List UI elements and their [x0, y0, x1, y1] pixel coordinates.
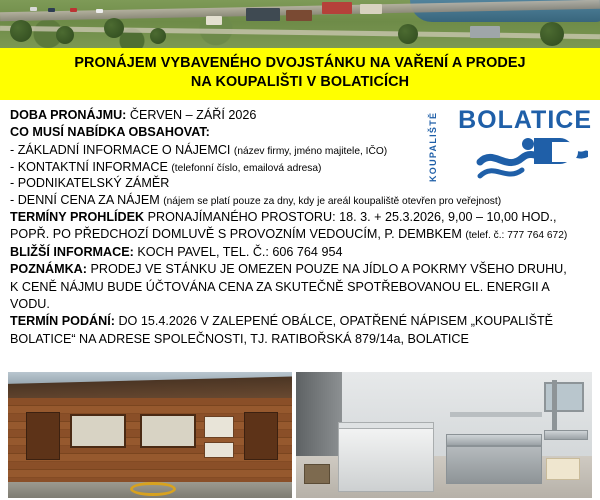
photo-steel-counter: [544, 430, 588, 440]
aerial-tree: [10, 20, 32, 42]
offer-bullet-4-text: - DENNÍ CENA ZA NÁJEM: [10, 192, 160, 207]
aerial-car: [96, 9, 103, 13]
rental-period-label: DOBA PRONÁJMU:: [10, 107, 127, 122]
photo-hose: [130, 482, 176, 496]
photo-kitchen-interior: [296, 372, 592, 498]
banner-title-line-2: NA KOUPALIŠTI V BOLATICÍCH: [190, 74, 410, 91]
note-value: PRODEJ VE STÁNKU JE OMEZEN POUZE NA JÍDLO A POKRMY VŠEHO DRUHU,: [90, 262, 567, 277]
offer-bullet-1-note: (název firmy, jméno majitele, IČO): [233, 146, 388, 158]
photo-wall-shelf: [450, 412, 542, 417]
viewing-dates-label: TERMÍNY PROHLÍDEK: [10, 209, 145, 224]
notice-body: [0, 100, 600, 358]
submission-label: TERMÍN PODÁNÍ:: [10, 314, 115, 329]
offer-bullet-1: [10, 142, 415, 159]
viewing-dates-row: [10, 209, 588, 226]
photo-exterior-stall: [8, 372, 292, 498]
aerial-tree: [150, 28, 166, 44]
note-row: [10, 261, 588, 278]
offer-bullet-2: [10, 159, 415, 176]
logo-vertical-text: KOUPALIŠTĚ: [428, 111, 438, 182]
photo-menu-board: [204, 416, 234, 438]
submission-row: [10, 313, 588, 330]
photo-serving-window: [140, 414, 196, 448]
photo-pipe: [552, 380, 557, 430]
contact-value: KOCH PAVEL, TEL. Č.: 606 764 954: [137, 244, 343, 259]
banner-title-line-1: PRONÁJEM VYBAVENÉHO DVOJSTÁNKU NA VAŘENÍ A PRODEJ: [74, 55, 526, 71]
aerial-tent: [206, 16, 222, 25]
offer-bullet-2-note: (telefonní číslo, emailová adresa): [171, 162, 322, 174]
offer-bullet-2-text: - KONTAKTNÍ INFORMACE: [10, 159, 168, 174]
aerial-building-roof: [470, 26, 500, 38]
aerial-tree: [540, 22, 564, 46]
aerial-tree: [104, 18, 124, 38]
photo-door: [244, 412, 278, 460]
photo-gallery: [0, 372, 600, 500]
contact-label: BLIŽŠÍ INFORMACE:: [10, 244, 134, 259]
offer-bullet-4-note: (nájem se platí pouze za dny, kdy je areál koupaliště otevřen pro veřejnost): [163, 195, 502, 207]
viewing-dates-value: PRONAJÍMANÉHO PROSTORU: 18. 3. + 25.3.2026, 9,00 – 10,00 HOD.,: [147, 209, 557, 224]
offer-heading: CO MUSÍ NABÍDKA OBSAHOVAT:: [10, 125, 210, 140]
contact-row: [10, 244, 588, 261]
photo-crate: [546, 458, 580, 480]
photo-menu-board: [204, 442, 234, 458]
note-line-2: K CENĚ NÁJMU BUDE ÚČTOVÁNA CENA ZA SKUTEČNĚ SPOTŘEBOVANOU EL. ENERGII A VODU.: [10, 279, 550, 311]
offer-bullet-3-text: - PODNIKATELSKÝ ZÁMĚR: [10, 176, 170, 191]
aerial-building-roof: [322, 2, 352, 14]
photo-door: [26, 412, 60, 460]
photo-crate: [304, 464, 330, 484]
aerial-building-roof: [286, 10, 312, 21]
note-row-2: [10, 279, 588, 312]
aerial-car: [70, 8, 77, 12]
aerial-tree: [398, 24, 418, 44]
submission-row-2: [10, 331, 588, 348]
title-banner: [0, 48, 600, 100]
offer-bullet-3: [10, 175, 415, 192]
note-label: POZNÁMKA:: [10, 262, 87, 277]
viewing-dates-phone-note: (telef. č.: 777 764 672): [465, 230, 568, 242]
offer-bullet-4: [10, 192, 588, 209]
viewing-dates-line-2: POPŘ. PO PŘEDCHOZÍ DOMLUVĚ S PROVOZNÍM VEDOUCÍM, P. DEMBKEM: [10, 227, 462, 242]
photo-interior-window: [544, 382, 584, 412]
viewing-dates-row-2: [10, 226, 588, 243]
logo-wordmark: BOLATICE: [458, 105, 592, 134]
submission-value: DO 15.4.2026 V ZALEPENÉ OBÁLCE, OPATŘENÉ NÁPISEM „KOUPALIŠTĚ: [118, 314, 554, 329]
photo-serving-window: [70, 414, 126, 448]
aerial-photo-header: [0, 0, 600, 48]
aerial-building-roof: [360, 4, 382, 14]
aerial-car: [48, 8, 55, 12]
aerial-car: [30, 7, 37, 11]
offer-bullet-1-text: - ZÁKLADNÍ INFORMACE O NÁJEMCI: [10, 143, 231, 158]
aerial-tree: [56, 26, 74, 44]
aerial-building-roof: [246, 8, 280, 21]
photo-steel-counter: [446, 434, 542, 446]
submission-line-2: BOLATICE“ NA ADRESE SPOLEČNOSTI, TJ. RATIBOŘSKÁ 879/14a, BOLATICE: [10, 331, 469, 346]
photo-chest-freezer: [338, 428, 434, 492]
rental-period-value: ČERVEN – ZÁŘÍ 2026: [129, 107, 257, 122]
photo-steel-counter: [446, 446, 542, 484]
rental-period-row: [10, 107, 415, 124]
